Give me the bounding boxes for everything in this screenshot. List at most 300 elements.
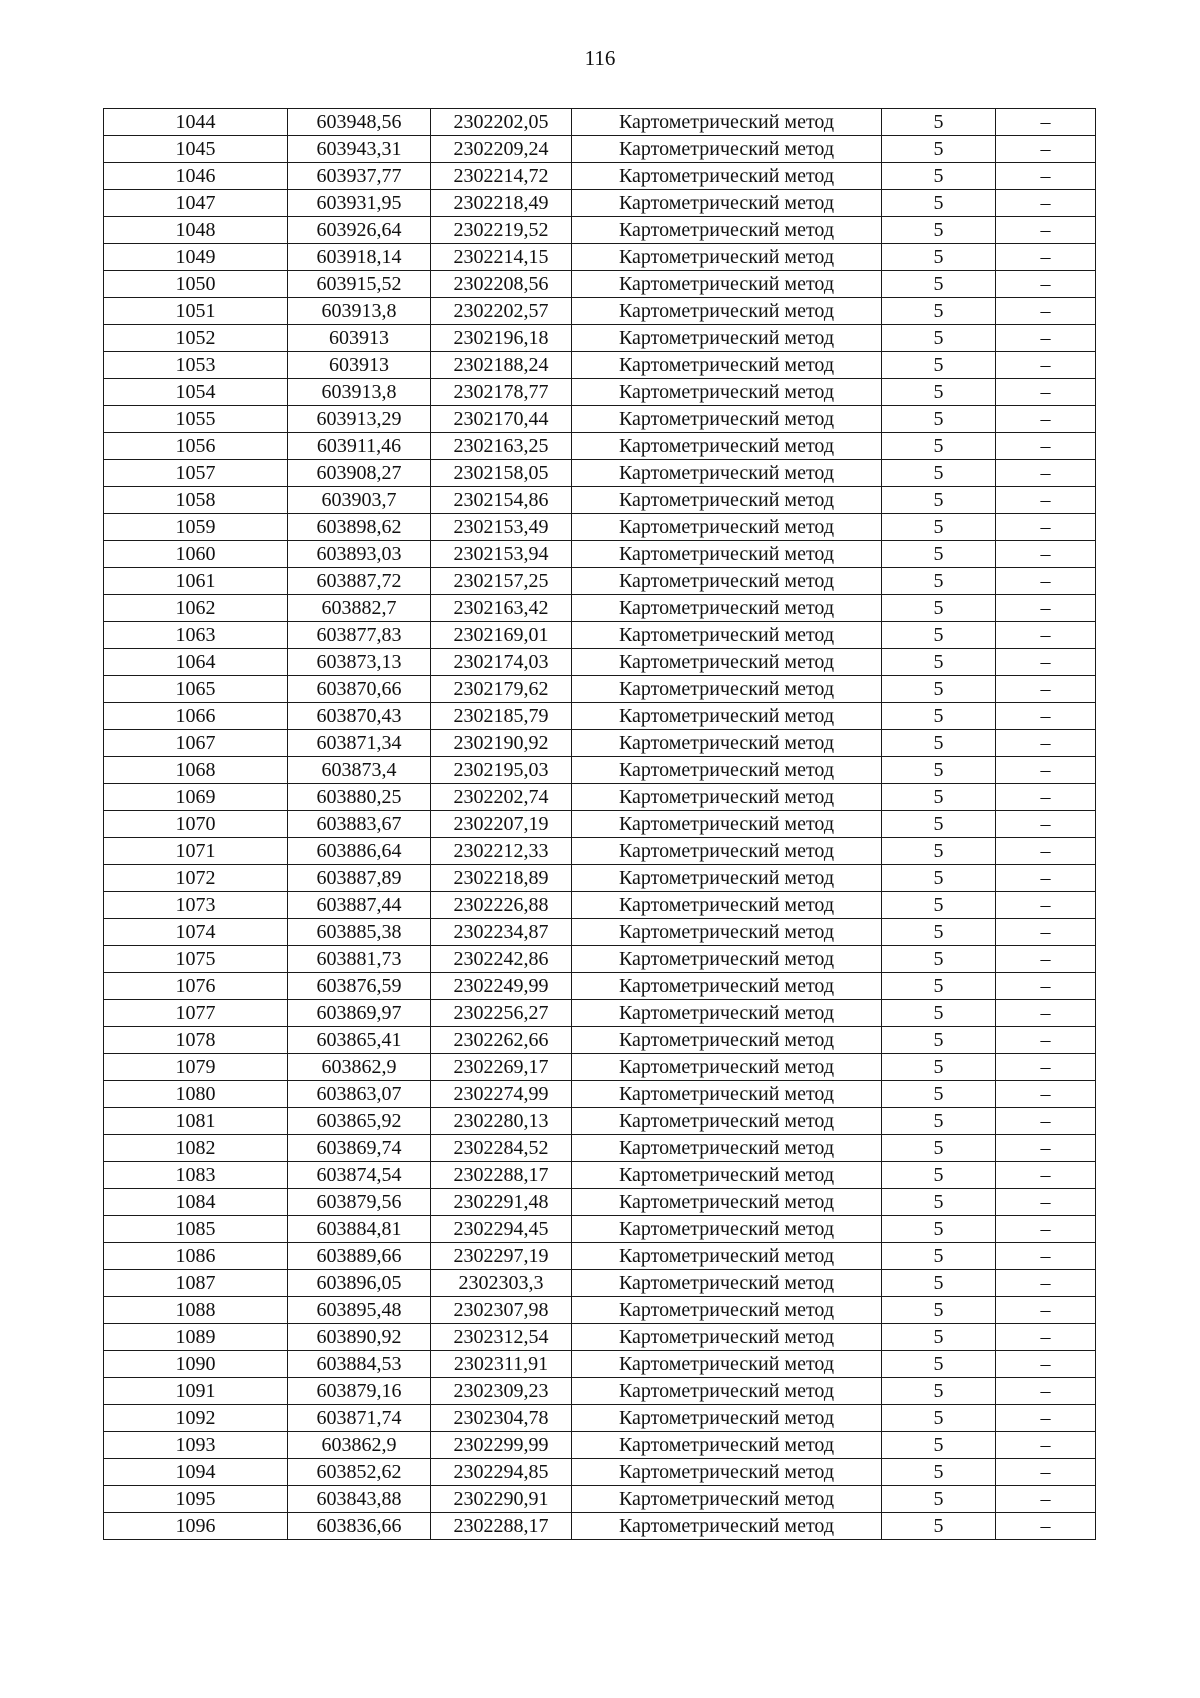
y-coordinate-cell: 2302256,27 [431,1000,572,1027]
y-coordinate-cell: 2302269,17 [431,1054,572,1081]
method-cell: Картометрический метод [572,1513,882,1540]
accuracy-cell: 5 [882,433,996,460]
method-cell: Картометрический метод [572,1351,882,1378]
accuracy-cell: 5 [882,973,996,1000]
x-coordinate-cell: 603885,38 [288,919,431,946]
x-coordinate-cell: 603926,64 [288,217,431,244]
x-coordinate-cell: 603898,62 [288,514,431,541]
y-coordinate-cell: 2302294,85 [431,1459,572,1486]
point-number-cell: 1082 [104,1135,288,1162]
table-row [104,973,1096,1000]
description-cell: – [996,1459,1096,1486]
y-coordinate-cell: 2302212,33 [431,838,572,865]
method-cell: Картометрический метод [572,460,882,487]
description-cell: – [996,811,1096,838]
table-row [104,1000,1096,1027]
table-row [104,190,1096,217]
coordinates-table [103,108,1096,1540]
point-number-cell: 1095 [104,1486,288,1513]
x-coordinate-cell: 603887,89 [288,865,431,892]
point-number-cell: 1048 [104,217,288,244]
method-cell: Картометрический метод [572,811,882,838]
y-coordinate-cell: 2302234,87 [431,919,572,946]
description-cell: – [996,244,1096,271]
method-cell: Картометрический метод [572,1432,882,1459]
accuracy-cell: 5 [882,919,996,946]
table-row [104,1135,1096,1162]
point-number-cell: 1056 [104,433,288,460]
y-coordinate-cell: 2302219,52 [431,217,572,244]
x-coordinate-cell: 603870,66 [288,676,431,703]
table-row [104,784,1096,811]
accuracy-cell: 5 [882,325,996,352]
x-coordinate-cell: 603886,64 [288,838,431,865]
description-cell: – [996,1189,1096,1216]
x-coordinate-cell: 603876,59 [288,973,431,1000]
method-cell: Картометрический метод [572,892,882,919]
accuracy-cell: 5 [882,676,996,703]
x-coordinate-cell: 603865,92 [288,1108,431,1135]
description-cell: – [996,973,1096,1000]
table-row [104,1297,1096,1324]
accuracy-cell: 5 [882,1432,996,1459]
method-cell: Картометрический метод [572,1378,882,1405]
x-coordinate-cell: 603879,16 [288,1378,431,1405]
method-cell: Картометрический метод [572,1000,882,1027]
x-coordinate-cell: 603873,4 [288,757,431,784]
table-row [104,1432,1096,1459]
table-row [104,1459,1096,1486]
x-coordinate-cell: 603943,31 [288,136,431,163]
y-coordinate-cell: 2302158,05 [431,460,572,487]
description-cell: – [996,1378,1096,1405]
description-cell: – [996,1054,1096,1081]
point-number-cell: 1062 [104,595,288,622]
y-coordinate-cell: 2302214,15 [431,244,572,271]
description-cell: – [996,919,1096,946]
y-coordinate-cell: 2302157,25 [431,568,572,595]
accuracy-cell: 5 [882,595,996,622]
accuracy-cell: 5 [882,649,996,676]
table-row [104,757,1096,784]
description-cell: – [996,568,1096,595]
accuracy-cell: 5 [882,1216,996,1243]
point-number-cell: 1096 [104,1513,288,1540]
accuracy-cell: 5 [882,1243,996,1270]
x-coordinate-cell: 603913 [288,352,431,379]
point-number-cell: 1053 [104,352,288,379]
table-row [104,838,1096,865]
table-row [104,1108,1096,1135]
accuracy-cell: 5 [882,1270,996,1297]
table-row [104,487,1096,514]
point-number-cell: 1061 [104,568,288,595]
y-coordinate-cell: 2302163,25 [431,433,572,460]
description-cell: – [996,406,1096,433]
method-cell: Картометрический метод [572,865,882,892]
x-coordinate-cell: 603889,66 [288,1243,431,1270]
method-cell: Картометрический метод [572,1216,882,1243]
description-cell: – [996,676,1096,703]
description-cell: – [996,703,1096,730]
y-coordinate-cell: 2302202,74 [431,784,572,811]
y-coordinate-cell: 2302218,89 [431,865,572,892]
y-coordinate-cell: 2302218,49 [431,190,572,217]
x-coordinate-cell: 603948,56 [288,109,431,136]
x-coordinate-cell: 603863,07 [288,1081,431,1108]
x-coordinate-cell: 603879,56 [288,1189,431,1216]
x-coordinate-cell: 603895,48 [288,1297,431,1324]
accuracy-cell: 5 [882,730,996,757]
x-coordinate-cell: 603843,88 [288,1486,431,1513]
accuracy-cell: 5 [882,1054,996,1081]
y-coordinate-cell: 2302242,86 [431,946,572,973]
accuracy-cell: 5 [882,1513,996,1540]
description-cell: – [996,460,1096,487]
y-coordinate-cell: 2302208,56 [431,271,572,298]
x-coordinate-cell: 603862,9 [288,1054,431,1081]
point-number-cell: 1070 [104,811,288,838]
point-number-cell: 1079 [104,1054,288,1081]
accuracy-cell: 5 [882,190,996,217]
x-coordinate-cell: 603884,53 [288,1351,431,1378]
table-row [104,406,1096,433]
description-cell: – [996,109,1096,136]
y-coordinate-cell: 2302226,88 [431,892,572,919]
y-coordinate-cell: 2302196,18 [431,325,572,352]
accuracy-cell: 5 [882,244,996,271]
point-number-cell: 1078 [104,1027,288,1054]
x-coordinate-cell: 603874,54 [288,1162,431,1189]
table-row [104,865,1096,892]
description-cell: – [996,757,1096,784]
method-cell: Картометрический метод [572,757,882,784]
point-number-cell: 1084 [104,1189,288,1216]
description-cell: – [996,514,1096,541]
x-coordinate-cell: 603883,67 [288,811,431,838]
accuracy-cell: 5 [882,271,996,298]
x-coordinate-cell: 603911,46 [288,433,431,460]
point-number-cell: 1065 [104,676,288,703]
accuracy-cell: 5 [882,838,996,865]
accuracy-cell: 5 [882,1324,996,1351]
description-cell: – [996,352,1096,379]
table-row [104,514,1096,541]
method-cell: Картометрический метод [572,1243,882,1270]
description-cell: – [996,622,1096,649]
table-row [104,433,1096,460]
y-coordinate-cell: 2302304,78 [431,1405,572,1432]
table-row [104,325,1096,352]
table-row [104,1351,1096,1378]
coordinates-table-body [104,109,1096,1540]
description-cell: – [996,1486,1096,1513]
x-coordinate-cell: 603870,43 [288,703,431,730]
table-row [104,1486,1096,1513]
table-row [104,676,1096,703]
point-number-cell: 1072 [104,865,288,892]
x-coordinate-cell: 603913,8 [288,379,431,406]
point-number-cell: 1047 [104,190,288,217]
point-number-cell: 1077 [104,1000,288,1027]
y-coordinate-cell: 2302288,17 [431,1162,572,1189]
point-number-cell: 1052 [104,325,288,352]
table-row [104,703,1096,730]
point-number-cell: 1064 [104,649,288,676]
x-coordinate-cell: 603893,03 [288,541,431,568]
x-coordinate-cell: 603887,72 [288,568,431,595]
description-cell: – [996,838,1096,865]
method-cell: Картометрический метод [572,622,882,649]
table-row [104,622,1096,649]
method-cell: Картометрический метод [572,541,882,568]
table-row [104,352,1096,379]
y-coordinate-cell: 2302262,66 [431,1027,572,1054]
method-cell: Картометрический метод [572,838,882,865]
method-cell: Картометрический метод [572,1135,882,1162]
table-row [104,1216,1096,1243]
table-row [104,1513,1096,1540]
y-coordinate-cell: 2302294,45 [431,1216,572,1243]
point-number-cell: 1054 [104,379,288,406]
y-coordinate-cell: 2302153,94 [431,541,572,568]
point-number-cell: 1075 [104,946,288,973]
description-cell: – [996,1324,1096,1351]
point-number-cell: 1060 [104,541,288,568]
table-row [104,109,1096,136]
y-coordinate-cell: 2302202,57 [431,298,572,325]
accuracy-cell: 5 [882,568,996,595]
method-cell: Картометрический метод [572,649,882,676]
method-cell: Картометрический метод [572,163,882,190]
y-coordinate-cell: 2302312,54 [431,1324,572,1351]
point-number-cell: 1085 [104,1216,288,1243]
y-coordinate-cell: 2302185,79 [431,703,572,730]
method-cell: Картометрический метод [572,1486,882,1513]
method-cell: Картометрический метод [572,946,882,973]
description-cell: – [996,1243,1096,1270]
y-coordinate-cell: 2302274,99 [431,1081,572,1108]
x-coordinate-cell: 603913 [288,325,431,352]
table-row [104,1270,1096,1297]
method-cell: Картометрический метод [572,1162,882,1189]
x-coordinate-cell: 603852,62 [288,1459,431,1486]
description-cell: – [996,1405,1096,1432]
table-row [104,649,1096,676]
accuracy-cell: 5 [882,1027,996,1054]
description-cell: – [996,325,1096,352]
description-cell: – [996,1297,1096,1324]
y-coordinate-cell: 2302288,17 [431,1513,572,1540]
method-cell: Картометрический метод [572,217,882,244]
y-coordinate-cell: 2302195,03 [431,757,572,784]
point-number-cell: 1045 [104,136,288,163]
x-coordinate-cell: 603836,66 [288,1513,431,1540]
description-cell: – [996,487,1096,514]
method-cell: Картометрический метод [572,784,882,811]
accuracy-cell: 5 [882,460,996,487]
method-cell: Картометрический метод [572,730,882,757]
method-cell: Картометрический метод [572,1054,882,1081]
method-cell: Картометрический метод [572,325,882,352]
x-coordinate-cell: 603880,25 [288,784,431,811]
method-cell: Картометрический метод [572,136,882,163]
description-cell: – [996,865,1096,892]
x-coordinate-cell: 603873,13 [288,649,431,676]
method-cell: Картометрический метод [572,1027,882,1054]
accuracy-cell: 5 [882,946,996,973]
table-row [104,460,1096,487]
method-cell: Картометрический метод [572,1405,882,1432]
accuracy-cell: 5 [882,109,996,136]
accuracy-cell: 5 [882,1135,996,1162]
y-coordinate-cell: 2302291,48 [431,1189,572,1216]
method-cell: Картометрический метод [572,298,882,325]
method-cell: Картометрический метод [572,919,882,946]
point-number-cell: 1058 [104,487,288,514]
description-cell: – [996,1513,1096,1540]
y-coordinate-cell: 2302309,23 [431,1378,572,1405]
method-cell: Картометрический метод [572,1108,882,1135]
x-coordinate-cell: 603913,29 [288,406,431,433]
table-row [104,244,1096,271]
y-coordinate-cell: 2302249,99 [431,973,572,1000]
description-cell: – [996,595,1096,622]
page-number: 116 [584,46,616,70]
accuracy-cell: 5 [882,379,996,406]
point-number-cell: 1088 [104,1297,288,1324]
description-cell: – [996,1081,1096,1108]
method-cell: Картометрический метод [572,352,882,379]
accuracy-cell: 5 [882,1189,996,1216]
table-row [104,1378,1096,1405]
y-coordinate-cell: 2302214,72 [431,163,572,190]
y-coordinate-cell: 2302154,86 [431,487,572,514]
accuracy-cell: 5 [882,514,996,541]
x-coordinate-cell: 603871,74 [288,1405,431,1432]
y-coordinate-cell: 2302163,42 [431,595,572,622]
x-coordinate-cell: 603887,44 [288,892,431,919]
x-coordinate-cell: 603915,52 [288,271,431,298]
method-cell: Картометрический метод [572,433,882,460]
point-number-cell: 1069 [104,784,288,811]
accuracy-cell: 5 [882,622,996,649]
x-coordinate-cell: 603937,77 [288,163,431,190]
x-coordinate-cell: 603931,95 [288,190,431,217]
method-cell: Картометрический метод [572,514,882,541]
point-number-cell: 1066 [104,703,288,730]
description-cell: – [996,163,1096,190]
point-number-cell: 1074 [104,919,288,946]
method-cell: Картометрический метод [572,676,882,703]
point-number-cell: 1046 [104,163,288,190]
description-cell: – [996,1027,1096,1054]
table-row [104,919,1096,946]
y-coordinate-cell: 2302299,99 [431,1432,572,1459]
point-number-cell: 1090 [104,1351,288,1378]
x-coordinate-cell: 603862,9 [288,1432,431,1459]
point-number-cell: 1087 [104,1270,288,1297]
y-coordinate-cell: 2302280,13 [431,1108,572,1135]
method-cell: Картометрический метод [572,703,882,730]
accuracy-cell: 5 [882,487,996,514]
table-row [104,298,1096,325]
description-cell: – [996,1216,1096,1243]
point-number-cell: 1092 [104,1405,288,1432]
table-row [104,271,1096,298]
y-coordinate-cell: 2302284,52 [431,1135,572,1162]
accuracy-cell: 5 [882,784,996,811]
description-cell: – [996,433,1096,460]
table-row [104,1027,1096,1054]
accuracy-cell: 5 [882,352,996,379]
accuracy-cell: 5 [882,1351,996,1378]
description-cell: – [996,1162,1096,1189]
accuracy-cell: 5 [882,865,996,892]
table-row [104,379,1096,406]
accuracy-cell: 5 [882,811,996,838]
point-number-cell: 1057 [104,460,288,487]
y-coordinate-cell: 2302179,62 [431,676,572,703]
accuracy-cell: 5 [882,892,996,919]
method-cell: Картометрический метод [572,487,882,514]
table-row [104,892,1096,919]
y-coordinate-cell: 2302311,91 [431,1351,572,1378]
point-number-cell: 1067 [104,730,288,757]
accuracy-cell: 5 [882,541,996,568]
method-cell: Картометрический метод [572,568,882,595]
x-coordinate-cell: 603884,81 [288,1216,431,1243]
method-cell: Картометрический метод [572,973,882,1000]
point-number-cell: 1083 [104,1162,288,1189]
y-coordinate-cell: 2302169,01 [431,622,572,649]
x-coordinate-cell: 603869,97 [288,1000,431,1027]
y-coordinate-cell: 2302190,92 [431,730,572,757]
description-cell: – [996,217,1096,244]
x-coordinate-cell: 603881,73 [288,946,431,973]
point-number-cell: 1089 [104,1324,288,1351]
table-row [104,163,1096,190]
accuracy-cell: 5 [882,217,996,244]
description-cell: – [996,649,1096,676]
method-cell: Картометрический метод [572,406,882,433]
description-cell: – [996,730,1096,757]
table-row [104,136,1096,163]
x-coordinate-cell: 603918,14 [288,244,431,271]
accuracy-cell: 5 [882,703,996,730]
method-cell: Картометрический метод [572,1081,882,1108]
method-cell: Картометрический метод [572,271,882,298]
x-coordinate-cell: 603865,41 [288,1027,431,1054]
table-row [104,541,1096,568]
table-row [104,595,1096,622]
description-cell: – [996,1351,1096,1378]
method-cell: Картометрический метод [572,190,882,217]
point-number-cell: 1076 [104,973,288,1000]
x-coordinate-cell: 603877,83 [288,622,431,649]
accuracy-cell: 5 [882,136,996,163]
y-coordinate-cell: 2302170,44 [431,406,572,433]
y-coordinate-cell: 2302209,24 [431,136,572,163]
table-row [104,1054,1096,1081]
point-number-cell: 1093 [104,1432,288,1459]
point-number-cell: 1091 [104,1378,288,1405]
point-number-cell: 1068 [104,757,288,784]
table-row [104,946,1096,973]
description-cell: – [996,892,1096,919]
description-cell: – [996,1270,1096,1297]
description-cell: – [996,190,1096,217]
